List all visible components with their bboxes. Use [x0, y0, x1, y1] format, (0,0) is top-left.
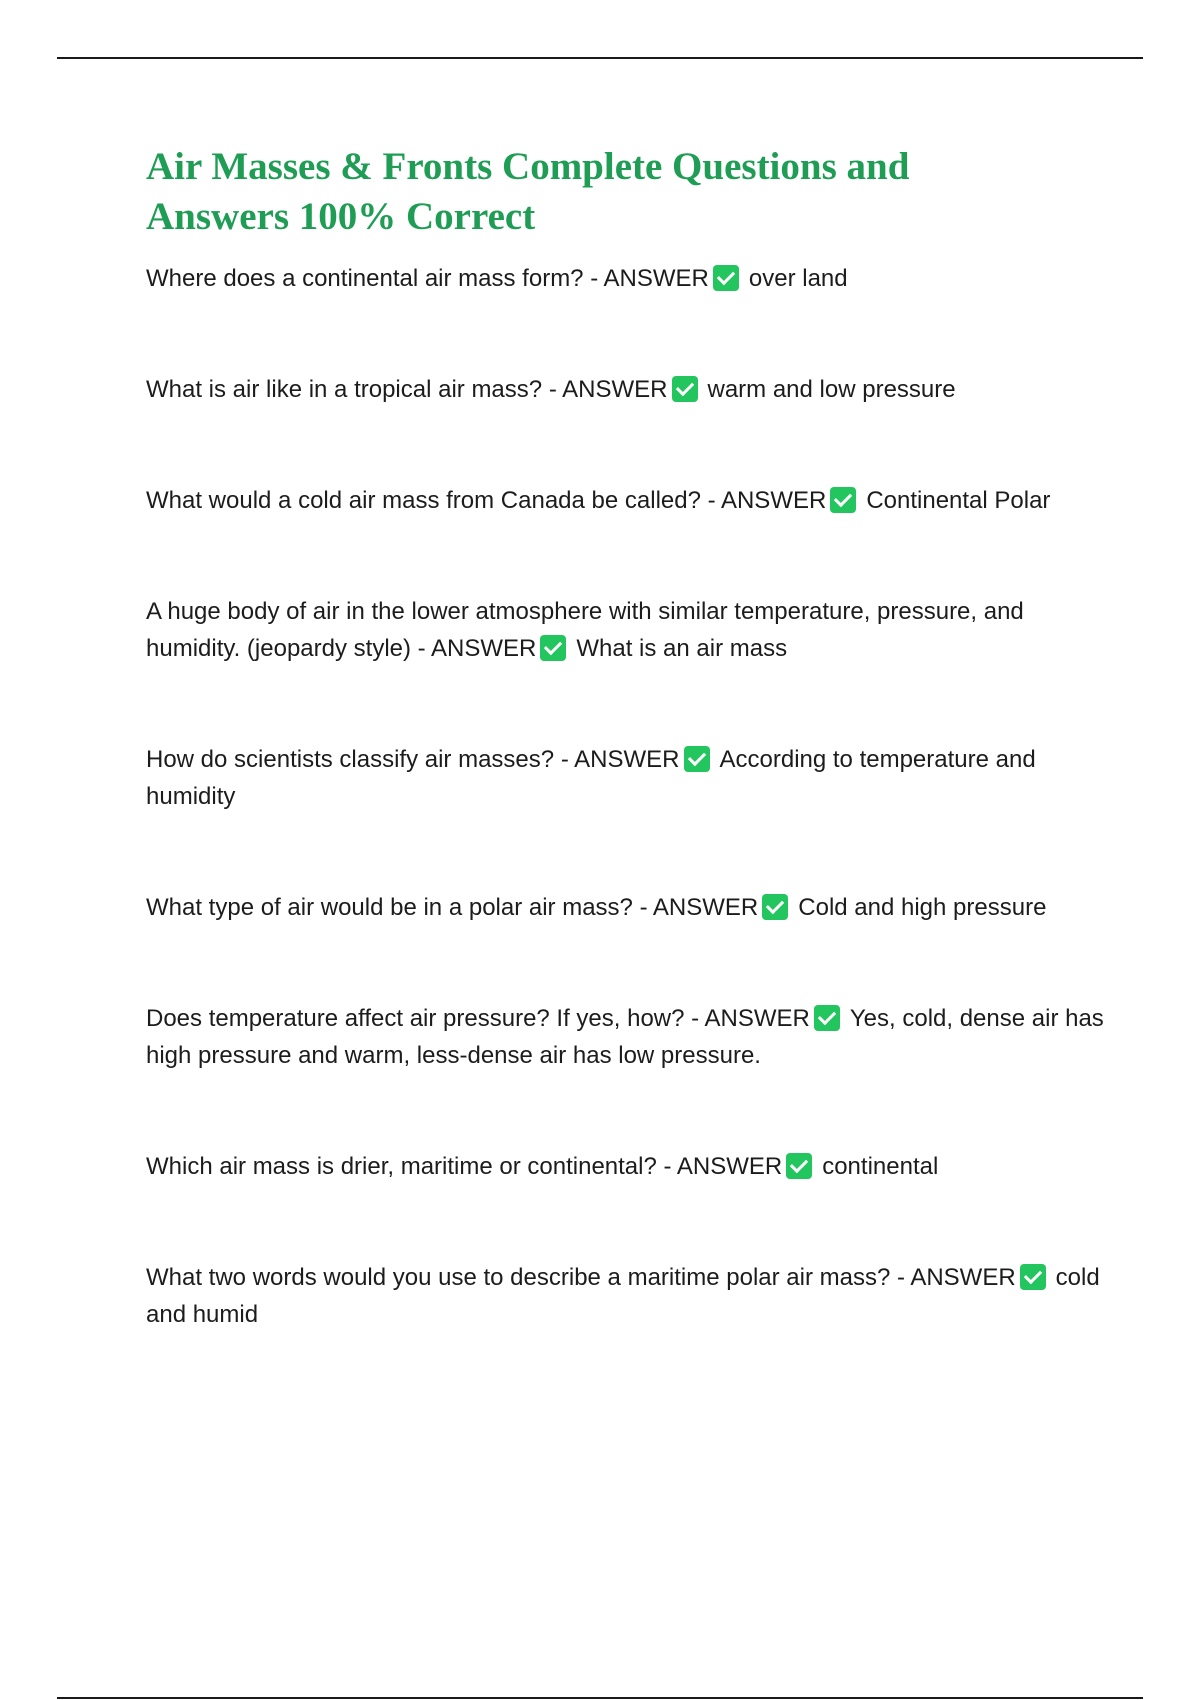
- document-body: [146, 142, 1106, 1333]
- question-text: A huge body of air in the lower atmosphere with similar temperature, pressure, and humidity. (jeopardy style): [146, 598, 1024, 662]
- qa-item: [146, 371, 1106, 408]
- answer-text: Cold and high pressure: [798, 894, 1047, 921]
- separator: -: [590, 265, 599, 292]
- question-text: What type of air would be in a polar air mass?: [146, 894, 633, 921]
- answer-text: over land: [748, 265, 848, 292]
- top-divider: [57, 57, 1143, 59]
- separator: -: [639, 894, 648, 921]
- check-box-icon: [762, 894, 788, 920]
- answer-text: What is an air mass: [576, 635, 788, 662]
- answer-label: ANSWER: [910, 1264, 1016, 1291]
- qa-item: [146, 1148, 1106, 1185]
- answer-label: ANSWER: [652, 894, 759, 921]
- check-box-icon: [814, 1005, 840, 1031]
- qa-item: [146, 1259, 1106, 1333]
- answer-text: Yes, cold, dense air has high pressure and warm, less-dense air has low pressure.: [146, 1005, 1104, 1069]
- qa-item: [146, 593, 1106, 667]
- separator: -: [560, 746, 569, 773]
- qa-item: [146, 1000, 1106, 1074]
- question-text: Where does a continental air mass form?: [146, 265, 584, 292]
- separator: -: [548, 376, 557, 403]
- document-title: Air Masses & Fronts Complete Questions and Answers 100% Correct: [146, 145, 910, 238]
- separator: -: [663, 1153, 672, 1180]
- answer-text: continental: [822, 1153, 939, 1180]
- separator: -: [896, 1264, 905, 1291]
- answer-label: ANSWER: [431, 635, 537, 662]
- check-box-icon: [540, 635, 566, 661]
- check-box-icon: [1020, 1264, 1046, 1290]
- answer-label: ANSWER: [704, 1005, 810, 1032]
- question-text: What two words would you use to describe a maritime polar air mass?: [146, 1264, 891, 1291]
- answer-text: Continental Polar: [866, 487, 1051, 514]
- question-text: What is air like in a tropical air mass?: [146, 376, 543, 403]
- check-box-icon: [830, 487, 856, 513]
- answer-text: cold and humid: [146, 1264, 1100, 1328]
- question-text: What would a cold air mass from Canada be called?: [146, 487, 701, 514]
- separator: -: [707, 487, 716, 514]
- qa-item: [146, 741, 1106, 815]
- question-text: Which air mass is drier, maritime or continental?: [146, 1153, 657, 1180]
- check-box-icon: [672, 376, 698, 402]
- answer-label: ANSWER: [676, 1153, 783, 1180]
- answer-label: ANSWER: [574, 746, 680, 773]
- check-box-icon: [713, 265, 739, 291]
- bottom-divider: [57, 1697, 1143, 1699]
- check-box-icon: [684, 746, 710, 772]
- answer-text: According to temperature and humidity: [146, 746, 1036, 810]
- qa-item: [146, 482, 1106, 519]
- answer-label: ANSWER: [603, 265, 709, 292]
- question-text: Does temperature affect air pressure? If yes, how?: [146, 1005, 685, 1032]
- separator: -: [691, 1005, 700, 1032]
- separator: -: [417, 635, 426, 662]
- check-box-icon: [786, 1153, 812, 1179]
- answer-label: ANSWER: [720, 487, 827, 514]
- qa-item: [146, 260, 1106, 297]
- question-text: How do scientists classify air masses?: [146, 746, 555, 773]
- qa-item: [146, 889, 1106, 926]
- answer-label: ANSWER: [562, 376, 668, 403]
- answer-text: warm and low pressure: [707, 376, 956, 403]
